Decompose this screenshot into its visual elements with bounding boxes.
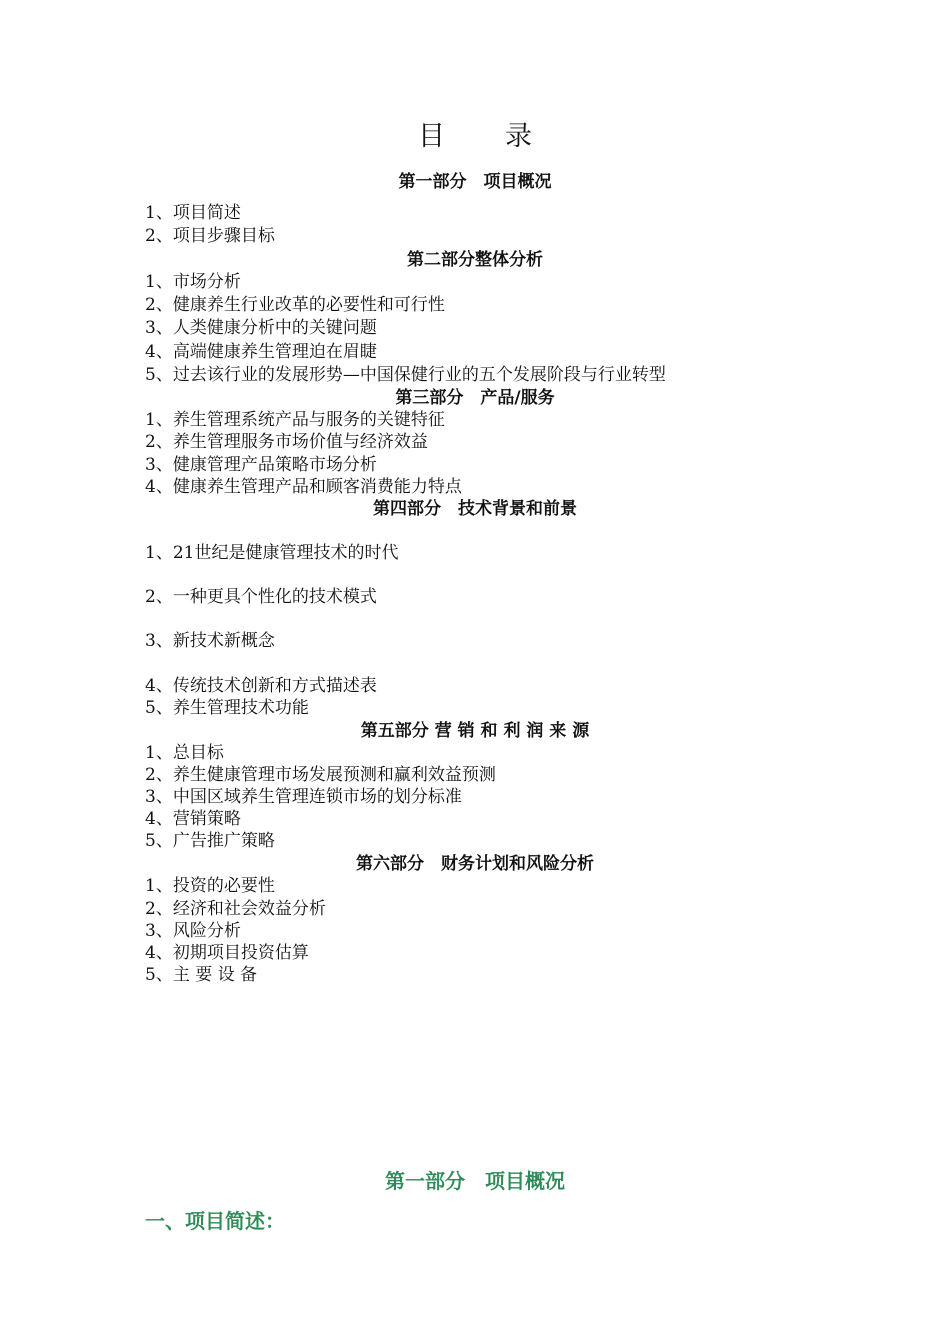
toc-item: 5、过去该行业的发展形势—中国保健行业的五个发展阶段与行业转型 xyxy=(145,365,666,385)
toc-item: 4、传统技术创新和方式描述表 xyxy=(145,676,377,696)
toc-item: 2、一种更具个性化的技术模式 xyxy=(145,587,377,607)
toc-item: 2、经济和社会效益分析 xyxy=(145,899,326,919)
toc-item: 4、健康养生管理产品和顾客消费能力特点 xyxy=(145,477,462,497)
toc-title-left: 目 xyxy=(418,121,445,152)
toc-item: 3、健康管理产品策略市场分析 xyxy=(145,455,377,475)
body-part-heading: 第一部分 项目概况 xyxy=(385,1169,565,1193)
toc-part-1-heading: 第一部分 项目概况 xyxy=(398,172,552,192)
toc-item: 1、投资的必要性 xyxy=(145,876,275,896)
toc-item: 3、人类健康分析中的关键问题 xyxy=(145,318,377,338)
toc-part-6-heading: 第六部分 财务计划和风险分析 xyxy=(356,854,594,874)
toc-item: 1、总目标 xyxy=(145,743,224,763)
toc-item: 1、市场分析 xyxy=(145,272,241,292)
toc-item: 2、项目步骤目标 xyxy=(145,226,275,246)
toc-item: 5、主 要 设 备 xyxy=(145,965,258,985)
toc-item: 2、健康养生行业改革的必要性和可行性 xyxy=(145,295,445,315)
toc-item: 2、养生管理服务市场价值与经济效益 xyxy=(145,432,428,452)
toc-item: 2、养生健康管理市场发展预测和赢利效益预测 xyxy=(145,765,496,785)
toc-item: 3、新技术新概念 xyxy=(145,631,275,651)
toc-item: 3、风险分析 xyxy=(145,921,241,941)
toc-item: 4、营销策略 xyxy=(145,809,241,829)
toc-part-3-heading: 第三部分 产品/服务 xyxy=(395,388,555,408)
toc-item: 4、高端健康养生管理迫在眉睫 xyxy=(145,342,377,362)
toc-item: 5、养生管理技术功能 xyxy=(145,698,309,718)
toc-part-4-heading: 第四部分 技术背景和前景 xyxy=(373,499,577,519)
toc-item: 3、中国区域养生管理连锁市场的划分标准 xyxy=(145,787,462,807)
toc-title xyxy=(0,114,950,153)
toc-item: 1、21世纪是健康管理技术的时代 xyxy=(145,543,399,563)
toc-title-right: 录 xyxy=(505,121,532,152)
toc-item: 1、养生管理系统产品与服务的关键特征 xyxy=(145,410,445,430)
toc-part-2-heading: 第二部分整体分析 xyxy=(407,250,543,270)
toc-part-5-heading: 第五部分 营 销 和 利 润 来 源 xyxy=(360,721,590,741)
toc-item: 5、广告推广策略 xyxy=(145,831,275,851)
toc-item: 4、初期项目投资估算 xyxy=(145,943,309,963)
toc-item: 1、项目简述 xyxy=(145,203,241,223)
body-sub-heading: 一、项目简述： xyxy=(145,1209,285,1233)
